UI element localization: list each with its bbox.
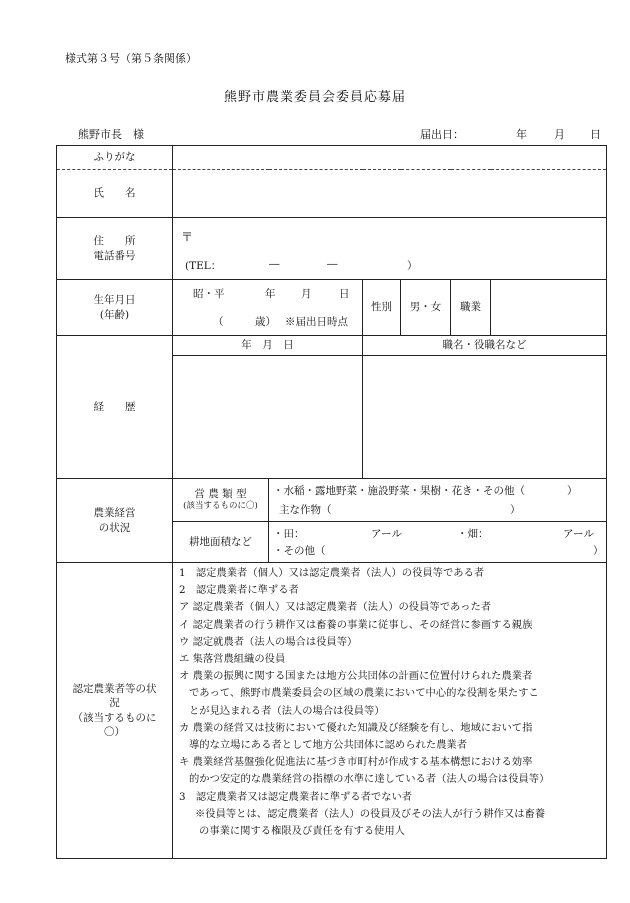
farm-status-label: 農業経営 の状況 <box>57 479 173 563</box>
field-label: ・畑： <box>457 528 489 540</box>
criteria-note-cont: の事業に関する権限及び責任を有する使用人 <box>199 825 405 838</box>
occupation-field[interactable] <box>491 280 607 336</box>
address-label: 住 所 電話番号 <box>57 218 173 280</box>
age-label: 歳） <box>255 316 276 328</box>
tel-close: ） <box>407 260 418 272</box>
career-position-header: 職名・役職名など <box>363 336 607 356</box>
career-date-header: 年 月 日 <box>173 336 363 356</box>
tel-label: (TEL： <box>185 260 222 272</box>
gender-option[interactable]: 男・女 <box>401 280 451 336</box>
birthdate-label: 生年月日 (年齢) <box>57 280 173 336</box>
criteria-item-ki: キ 農業経営基盤強化促進法に基づき市町村が作成する基本構想における効率 <box>179 756 533 769</box>
filing-year-label: 年 <box>516 128 527 141</box>
tel-dash-1: ― <box>269 258 280 270</box>
addressee: 熊野市長 様 <box>78 128 144 141</box>
area-field[interactable] <box>269 522 607 563</box>
age-open: （ <box>213 316 224 328</box>
name-label: 氏 名 <box>57 170 173 218</box>
criteria-note: ※役員等とは、認定農業者（法人）の役員及びその法人が行う耕作又は畜養 <box>195 807 546 820</box>
criteria-item-o-cont: とが見込まれる者（法人の場合は役員等） <box>189 704 385 717</box>
paddy-label: ・田： <box>273 528 305 540</box>
criteria-item-u: ウ 認定就農者（法人の場合は役員等） <box>179 635 358 648</box>
furigana-field[interactable] <box>173 146 607 170</box>
field-unit: アール <box>563 528 594 540</box>
criteria-item-ka-cont: 導的な立場にある者として地方公共団体に認められた農業者 <box>189 739 468 752</box>
birthdate-field[interactable] <box>173 280 363 336</box>
farm-type-field[interactable] <box>269 479 607 522</box>
paddy-unit: アール <box>371 528 402 540</box>
farm-type-options: ・水稲・露地野菜・施設野菜・果樹・花き・その他（ ） <box>273 485 578 497</box>
criteria-item-2: 2 認定農業者に準ずる者 <box>179 584 299 597</box>
criteria-item-o-cont: であって、熊野市農業委員会の区域の農業において中心的な役割を果たすこ <box>189 687 539 700</box>
birth-day-label: 日 <box>339 288 350 300</box>
criteria-item-1: 1 認定農業者（個人）又は認定農業者（法人）の役員等である者 <box>179 567 485 579</box>
era-label: 昭・平 <box>193 288 225 300</box>
career-date-field[interactable] <box>173 356 363 479</box>
tel-dash-2: ― <box>327 258 338 270</box>
criteria-item-o: オ 農業の振興に関する国または地方公共団体の計画に位置付けられた農業者 <box>179 670 533 683</box>
occupation-label: 職業 <box>451 280 491 336</box>
gender-label: 性別 <box>363 280 401 336</box>
address-field[interactable] <box>173 218 607 280</box>
age-note: ※届出日時点 <box>285 316 348 328</box>
area-label: 耕地面積など <box>173 522 269 563</box>
birth-year-label: 年 <box>265 288 276 300</box>
other-close: ） <box>593 545 604 557</box>
criteria-item-ki-cont: 的かつ安定的な農業経営の指標の水準に達している者（法人の場合は役員等） <box>189 773 550 786</box>
criteria-item-i: イ 認定農業者の行う耕作又は畜養の事業に従事し、その経営に参画する親族 <box>179 618 533 631</box>
filing-day-label: 日 <box>590 128 601 141</box>
furigana-label: ふりがな <box>57 146 173 170</box>
criteria-item-3: 3 認定農業者又は認定農業者に準ずる者でない者 <box>179 790 413 803</box>
criteria-item-a: ア 認定農業者（個人）又は認定農業者（法人）の役員等であった者 <box>179 601 492 614</box>
career-position-field[interactable] <box>363 356 607 479</box>
filing-month-label: 月 <box>554 128 565 141</box>
main-crop: 主な作物（ ） <box>279 504 521 516</box>
certified-status-label: 認定農業者等の状 況 （該当するものに 〇） <box>57 563 173 859</box>
farm-type-label: 営 農 類 型 (該当するものに〇) <box>173 479 269 522</box>
career-label: 経 歴 <box>57 336 173 479</box>
page-title: 熊野市農業委員会委員応募届 <box>223 90 406 105</box>
birth-month-label: 月 <box>301 288 312 300</box>
criteria-item-e: エ 集落営農組織の役員 <box>179 653 286 666</box>
filing-date-label: 届出日： <box>420 128 464 141</box>
certified-criteria-list[interactable] <box>173 563 607 859</box>
name-field[interactable] <box>173 170 607 218</box>
other-label: ・その他（ <box>273 545 326 557</box>
criteria-item-ka: カ 農業の経営又は技術において優れた知識及び経験を有し、地域において指 <box>179 721 533 734</box>
form-number: 様式第３号（第５条関係） <box>65 52 197 65</box>
application-form-table <box>56 145 607 859</box>
postal-mark: 〒 <box>181 230 194 244</box>
